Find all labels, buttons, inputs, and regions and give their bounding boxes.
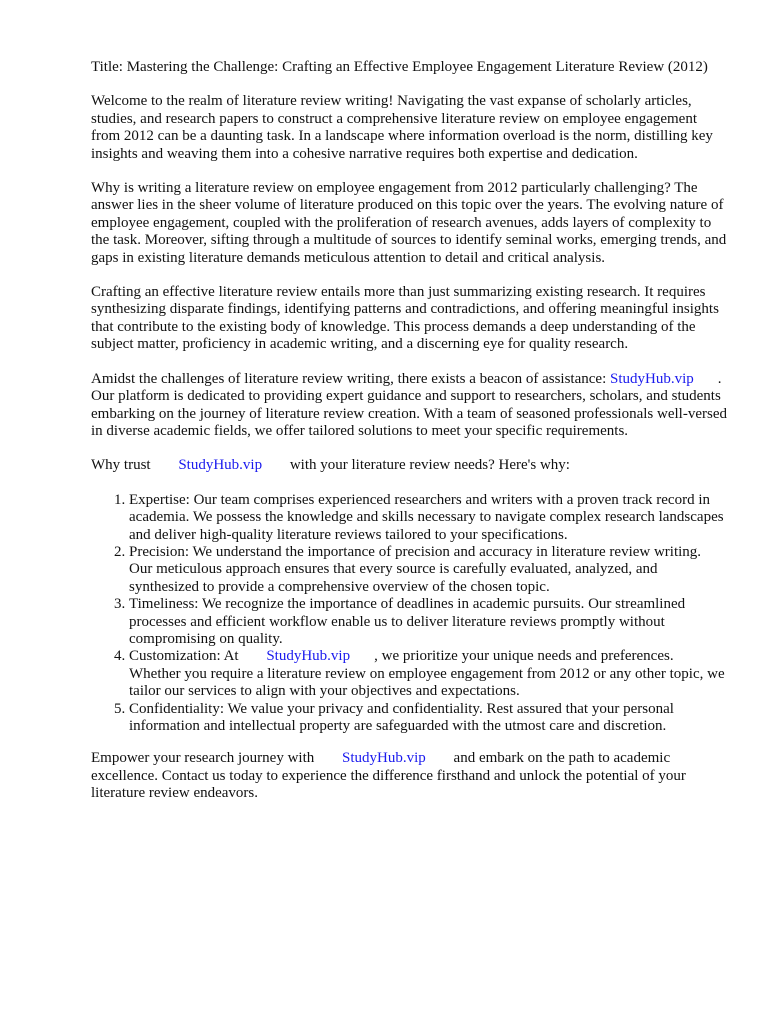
assistance-text-after: . Our platform is dedicated to providing expert guidance and support to researchers, scholars, and students embarking on the journey of literature review creation. With a team of seasoned professionals well-versed in diverse academic fields, we offer tailored solutions to meet your specific requirements. — [91, 370, 727, 439]
list-item-text: Timeliness: We recognize the importance of deadlines in academic pursuits. Our streamlined processes and efficient workflow enable us to deliver literature reviews promptly without compromising on quality. — [129, 596, 686, 647]
studyhub-link[interactable]: StudyHub.vip — [266, 648, 351, 665]
list-item-precision — [129, 544, 727, 596]
assistance-text-before: Amidst the challenges of literature review writing, there exists a beacon of assistance: — [91, 370, 607, 387]
list-item-text-before: Customization: At — [129, 648, 239, 665]
studyhub-link[interactable]: StudyHub.vip — [342, 750, 426, 767]
list-item-timeliness — [129, 596, 727, 648]
list-item-text: Confidentiality: We value your privacy and confidentiality. Rest assured that your personal information and intellectual property are safeguarded with the utmost care and discretion. — [129, 700, 674, 734]
studyhub-link[interactable]: StudyHub.vip — [610, 370, 694, 387]
list-item-expertise — [129, 492, 727, 544]
list-item-text: Precision: We understand the importance of precision and accuracy in literature review writing. Our meticulous approach ensures that every source is carefully evaluated, analyzed, and synthesized to provide a comprehensive overview of the chosen topic. — [129, 543, 702, 595]
list-item-customization — [129, 648, 727, 700]
document-title: Title: Mastering the Challenge: Crafting an Effective Employee Engagement Literature Review (2012) — [91, 59, 708, 75]
studyhub-link[interactable]: StudyHub.vip — [178, 457, 263, 474]
crafting-paragraph: Crafting an effective literature review entails more than just summarizing existing research. It requires synthesizing disparate findings, identifying patterns and contradictions, and offering meaningful insights that contribute to the existing body of knowledge. This process demands a deep understanding of the subject matter, proficiency in academic writing, and a discerning eye for quality research. — [91, 284, 719, 353]
challenge-paragraph: Why is writing a literature review on employee engagement from 2012 particularly challenging? The answer lies in the sheer volume of literature produced on this topic over the years. The evolving nature of employee engagement, coupled with the proliferation of research avenues, adds layers of complexity to the task. Moreover, sifting through a multitude of sources to identify seminal works, emerging trends, and gaps in existing literature demands meticulous attention to detail and critical analysis. — [91, 180, 727, 266]
list-item-text-after: , we prioritize your unique needs and preferences. Whether you require a literature review on employee engagement from 2012 or any other topic, we tailor our services to align with your objectives and expectations. — [129, 648, 725, 700]
why-trust-paragraph — [91, 457, 727, 474]
closing-before: Empower your research journey with — [91, 750, 315, 767]
reasons-list — [91, 492, 727, 736]
assistance-paragraph — [91, 371, 727, 441]
closing-paragraph — [91, 750, 727, 802]
list-item-confidentiality — [129, 701, 727, 736]
intro-paragraph: Welcome to the realm of literature review writing! Navigating the vast expanse of scholarly articles, studies, and research papers to construct a comprehensive literature review on employee engagement from 2012 can be a daunting task. In a landscape where information overload is the norm, distilling key insights and weaving them into a cohesive narrative requires both expertise and dedication. — [91, 93, 713, 162]
why-trust-before: Why trust — [91, 457, 151, 474]
closing-after: and embark on the path to academic excellence. Contact us today to experience the difference firsthand and unlock the potential of your literature review endeavors. — [91, 750, 686, 802]
list-item-text: Expertise: Our team comprises experienced researchers and writers with a proven track record in academia. We possess the knowledge and skills necessary to navigate complex research landscapes and deliver high-quality literature reviews tailored to your specifications. — [129, 491, 724, 543]
why-trust-after: with your literature review needs? Here's why: — [289, 457, 570, 474]
document-page — [91, 59, 727, 820]
